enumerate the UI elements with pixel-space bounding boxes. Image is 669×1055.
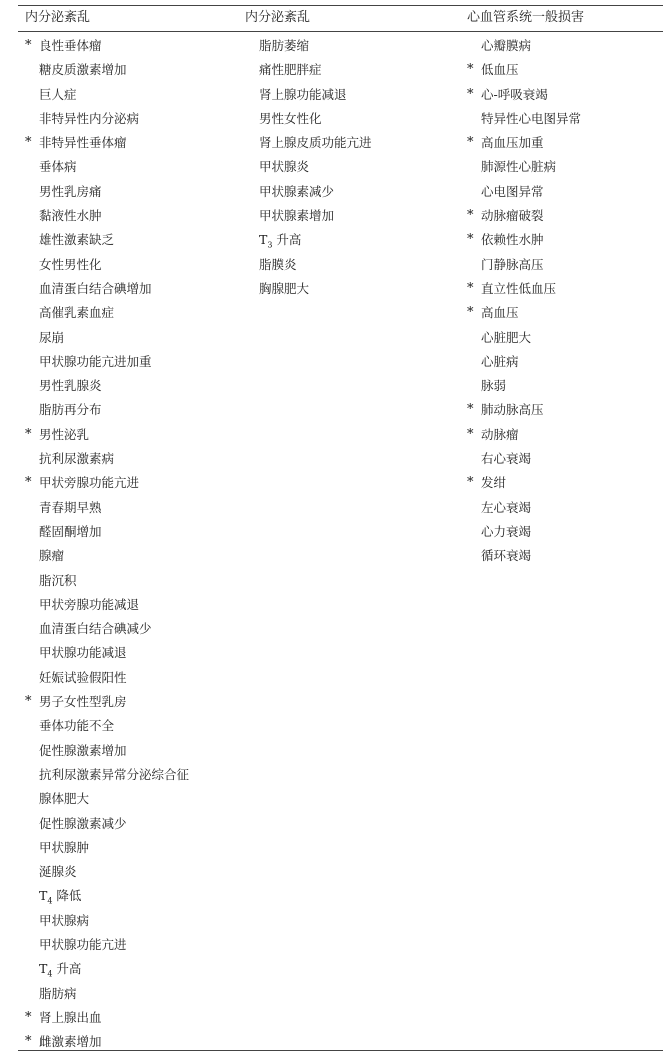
cell-text: 依赖性水肿 xyxy=(481,232,544,248)
table-cell xyxy=(245,155,372,179)
cell-text: 动脉瘤 xyxy=(481,426,519,442)
table-cell xyxy=(467,277,581,301)
asterisk-marker: * xyxy=(25,38,32,53)
cell-text: 低血压 xyxy=(481,62,519,78)
table-column-3 xyxy=(467,34,581,569)
table-cell xyxy=(25,398,189,422)
column-header-2: 内分泌紊乱 xyxy=(245,10,311,25)
cell-text: 甲状旁腺功能减退 xyxy=(39,596,140,612)
table-cell xyxy=(25,180,189,204)
asterisk-marker: * xyxy=(25,694,32,710)
table-cell xyxy=(25,593,189,617)
table-header-rule xyxy=(18,31,663,32)
table-cell xyxy=(25,253,189,277)
table-cell xyxy=(25,34,189,58)
cell-text: T xyxy=(39,961,48,977)
asterisk-marker: * xyxy=(467,426,474,442)
table-cell xyxy=(25,544,189,568)
table-cell xyxy=(467,155,581,179)
cell-text: 痛性肥胖症 xyxy=(259,62,322,78)
cell-text: 肾上腺皮质功能亢进 xyxy=(259,135,372,151)
column-header-1: 内分泌紊乱 xyxy=(25,10,91,25)
cell-text: 高血压 xyxy=(481,305,519,321)
table-cell xyxy=(25,520,189,544)
table-cell xyxy=(245,58,372,82)
table-cell xyxy=(25,155,189,179)
cell-text: 男性乳腺炎 xyxy=(39,378,102,394)
column-header-3: 心血管系统一般损害 xyxy=(467,10,585,25)
cell-text: 直立性低血压 xyxy=(481,280,557,296)
table-cell xyxy=(25,58,189,82)
table-cell xyxy=(25,131,189,155)
table-cell xyxy=(25,301,189,325)
cell-text: 脂肪再分布 xyxy=(39,402,102,418)
table-cell xyxy=(467,471,581,495)
asterisk-marker: * xyxy=(467,280,474,296)
cell-text: 肾上腺出血 xyxy=(39,1009,102,1025)
table-cell xyxy=(467,350,581,374)
asterisk-marker: * xyxy=(25,426,32,442)
table-cell xyxy=(467,398,581,422)
table-cell xyxy=(467,326,581,350)
table-cell xyxy=(467,107,581,131)
cell-text: 黏液性水肿 xyxy=(39,208,102,224)
table-cell xyxy=(25,957,189,981)
cell-text: 脂肪萎缩 xyxy=(259,38,310,53)
cell-text: 青春期早熟 xyxy=(39,499,102,515)
cell-text: 良性垂体瘤 xyxy=(39,38,102,53)
table-cell xyxy=(25,1006,189,1030)
table-cell xyxy=(467,374,581,398)
cell-subscript: 4 xyxy=(47,969,53,979)
cell-text: 胸腺肥大 xyxy=(259,280,310,296)
table-column-1 xyxy=(25,34,189,1054)
table-cell xyxy=(245,228,372,252)
table-cell xyxy=(25,884,189,908)
cell-text: 甲状腺功能减退 xyxy=(39,645,127,661)
table-cell xyxy=(245,83,372,107)
table-cell xyxy=(25,763,189,787)
table-cell xyxy=(25,374,189,398)
table-cell xyxy=(25,326,189,350)
cell-text: 高催乳素血症 xyxy=(39,305,115,321)
asterisk-marker: * xyxy=(25,135,32,151)
cell-text: 女性男性化 xyxy=(39,256,102,272)
cell-text: 促性腺激素增加 xyxy=(39,742,127,758)
asterisk-marker: * xyxy=(25,475,32,491)
table-cell xyxy=(467,301,581,325)
cell-text: 甲状腺炎 xyxy=(259,159,310,175)
cell-subscript: 3 xyxy=(267,240,273,250)
cell-text: 腺瘤 xyxy=(39,548,65,564)
asterisk-marker: * xyxy=(467,305,474,321)
table-cell xyxy=(25,204,189,228)
cell-text: 男性泌乳 xyxy=(39,426,90,442)
cell-text: 抗利尿激素异常分泌综合征 xyxy=(39,766,190,782)
table-cell xyxy=(25,690,189,714)
cell-text: 肾上腺功能减退 xyxy=(259,86,347,102)
cell-text: 非特异性垂体瘤 xyxy=(39,135,127,151)
cell-text: T xyxy=(39,888,48,904)
asterisk-marker: * xyxy=(467,402,474,418)
table-cell xyxy=(25,641,189,665)
cell-subscript: 4 xyxy=(47,896,53,906)
cell-text: 血清蛋白结合碘减少 xyxy=(39,621,152,637)
cell-text: 尿崩 xyxy=(39,329,65,345)
cell-text: 垂体病 xyxy=(39,159,77,175)
table-cell xyxy=(25,982,189,1006)
table-cell xyxy=(25,83,189,107)
cell-text: 甲状腺功能亢进 xyxy=(39,936,127,952)
cell-text: 非特异性内分泌病 xyxy=(39,110,140,126)
cell-text: 男性乳房痛 xyxy=(39,183,102,199)
table-cell xyxy=(467,544,581,568)
table-cell xyxy=(25,471,189,495)
table-cell xyxy=(25,617,189,641)
table-cell xyxy=(245,180,372,204)
table-cell xyxy=(467,520,581,544)
table-cell xyxy=(245,107,372,131)
cell-text: T xyxy=(259,232,268,248)
cell-text: 男性女性化 xyxy=(259,110,322,126)
cell-text: 心力衰竭 xyxy=(481,523,532,539)
table-cell xyxy=(25,714,189,738)
table-cell xyxy=(467,253,581,277)
table-cell xyxy=(467,204,581,228)
cell-text-suffix: 升高 xyxy=(52,961,82,977)
cell-text-suffix: 降低 xyxy=(52,888,82,904)
table-cell xyxy=(467,58,581,82)
table-cell xyxy=(25,860,189,884)
cell-text: 甲状腺功能亢进加重 xyxy=(39,353,152,369)
table-cell xyxy=(25,496,189,520)
asterisk-marker: * xyxy=(467,208,474,224)
cell-text: 发绀 xyxy=(481,475,507,491)
cell-text: 甲状腺病 xyxy=(39,912,90,928)
cell-text: 心脏肥大 xyxy=(481,329,532,345)
cell-text: 心电图异常 xyxy=(481,183,544,199)
table-bottom-rule xyxy=(18,1050,663,1051)
cell-text: 心脏病 xyxy=(481,353,519,369)
cell-text: 雌激素增加 xyxy=(39,1034,102,1050)
cell-text: 甲状腺素减少 xyxy=(259,183,335,199)
table-cell xyxy=(25,277,189,301)
table-cell xyxy=(467,423,581,447)
cell-text: 心瓣膜病 xyxy=(481,38,532,53)
table-cell xyxy=(245,253,372,277)
cell-text: 巨人症 xyxy=(39,86,77,102)
table-cell xyxy=(245,34,372,58)
table-cell xyxy=(467,228,581,252)
table-cell xyxy=(25,739,189,763)
cell-text: 动脉瘤破裂 xyxy=(481,208,544,224)
cell-text: 雄性激素缺乏 xyxy=(39,232,115,248)
asterisk-marker: * xyxy=(467,62,474,78)
table-cell xyxy=(25,933,189,957)
cell-text: 妊娠试验假阳性 xyxy=(39,669,127,685)
table-cell xyxy=(467,83,581,107)
cell-text: 血清蛋白结合碘增加 xyxy=(39,280,152,296)
table-cell xyxy=(245,131,372,155)
asterisk-marker: * xyxy=(467,135,474,151)
cell-text: 右心衰竭 xyxy=(481,451,532,467)
cell-text: 腺体肥大 xyxy=(39,791,90,807)
cell-text: 脉弱 xyxy=(481,378,507,394)
cell-text: 循环衰竭 xyxy=(481,548,532,564)
cell-text-suffix: 升高 xyxy=(272,232,302,248)
table-cell xyxy=(467,496,581,520)
cell-text: 脂膜炎 xyxy=(259,256,297,272)
cell-text: 甲状腺肿 xyxy=(39,839,90,855)
cell-text: 涎腺炎 xyxy=(39,864,77,880)
cell-text: 促性腺激素减少 xyxy=(39,815,127,831)
asterisk-marker: * xyxy=(467,232,474,248)
table-cell xyxy=(25,107,189,131)
table-cell xyxy=(25,569,189,593)
table-cell xyxy=(25,666,189,690)
table-cell xyxy=(467,180,581,204)
table-cell xyxy=(245,204,372,228)
asterisk-marker: * xyxy=(467,475,474,491)
cell-text: 高血压加重 xyxy=(481,135,544,151)
cell-text: 垂体功能不全 xyxy=(39,718,115,734)
table-cell xyxy=(467,447,581,471)
cell-text: 甲状旁腺功能亢进 xyxy=(39,475,140,491)
table-column-2 xyxy=(245,34,372,301)
cell-text: 男子女性型乳房 xyxy=(39,694,127,710)
cell-text: 心-呼吸衰竭 xyxy=(481,86,548,102)
table-cell xyxy=(25,836,189,860)
table-cell xyxy=(25,787,189,811)
table-cell xyxy=(25,228,189,252)
table-cell xyxy=(245,277,372,301)
cell-text: 肺源性心脏病 xyxy=(481,159,557,175)
cell-text: 特异性心电图异常 xyxy=(481,110,582,126)
table-cell xyxy=(467,34,581,58)
cell-text: 左心衰竭 xyxy=(481,499,532,515)
cell-text: 醛固酮增加 xyxy=(39,523,102,539)
cell-text: 肺动脉高压 xyxy=(481,402,544,418)
table-cell xyxy=(25,812,189,836)
asterisk-marker: * xyxy=(467,86,474,102)
cell-text: 糖皮质激素增加 xyxy=(39,62,127,78)
table-top-rule xyxy=(18,5,663,6)
asterisk-marker: * xyxy=(25,1034,32,1050)
table-cell xyxy=(25,423,189,447)
cell-text: 抗利尿激素病 xyxy=(39,451,115,467)
cell-text: 门静脉高压 xyxy=(481,256,544,272)
table-cell xyxy=(25,909,189,933)
table-cell xyxy=(467,131,581,155)
table-cell xyxy=(25,350,189,374)
cell-text: 甲状腺素增加 xyxy=(259,208,335,224)
cell-text: 脂沉积 xyxy=(39,572,77,588)
asterisk-marker: * xyxy=(25,1009,32,1025)
table-cell xyxy=(25,447,189,471)
cell-text: 脂肪病 xyxy=(39,985,77,1001)
